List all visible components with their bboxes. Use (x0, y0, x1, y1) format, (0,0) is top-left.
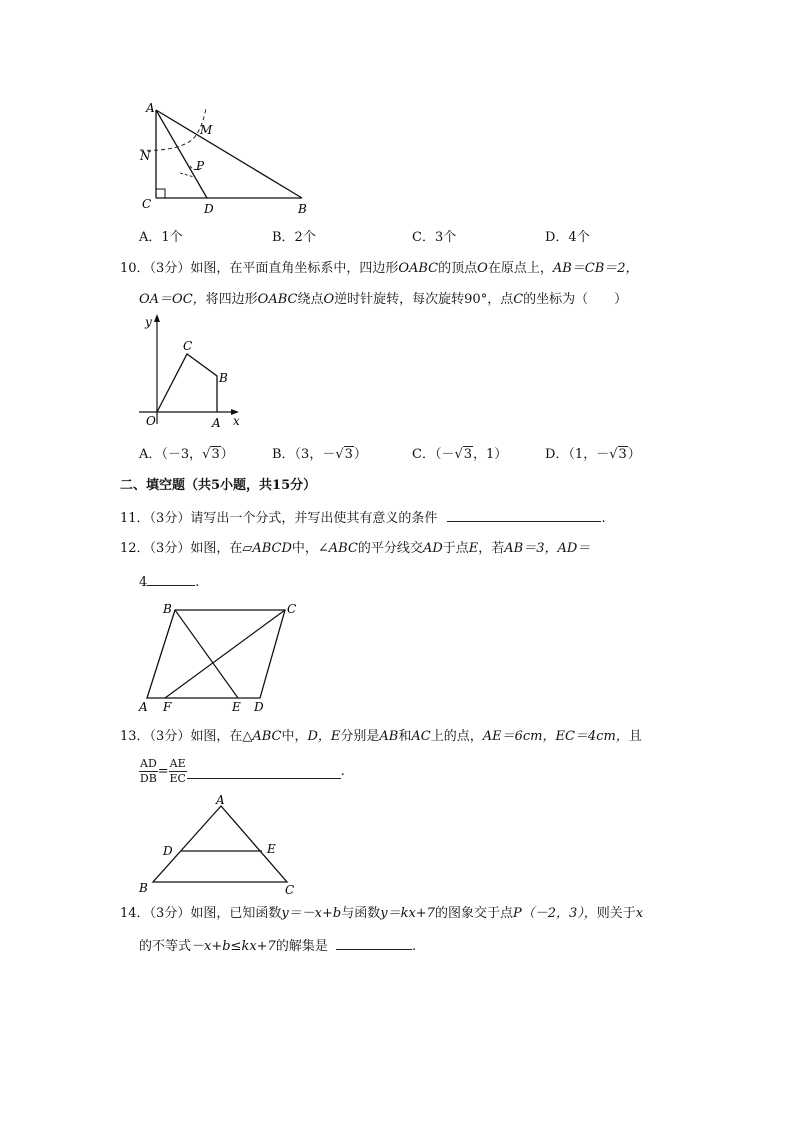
q10-text: 的坐标为（ ） (523, 292, 628, 307)
q14-text: 14．（3分）如图，已知函数 (120, 906, 282, 921)
q11-line (120, 507, 606, 529)
q12-var: AD (422, 541, 443, 556)
label-P: P (196, 159, 205, 173)
label-M: M (200, 123, 213, 137)
q9-option-a: A．1个 (139, 230, 183, 245)
q12-var: ABC (328, 541, 358, 556)
q10-text: 在原点上， (487, 261, 553, 276)
right-angle-mark (156, 189, 165, 198)
answer-blank[interactable] (147, 571, 195, 586)
q10-eq: AB＝CB＝2， (552, 261, 639, 276)
quad-oabc (157, 354, 217, 412)
q12-text: 于点 (442, 541, 469, 556)
label-O: O (146, 414, 156, 428)
sqrt-radicand: 3 (618, 447, 627, 462)
q12-text: 的平分线交 (357, 541, 423, 556)
q13-text: 和 (398, 729, 412, 744)
frac-denominator: EC (169, 772, 186, 785)
sqrt-radicand: 3 (211, 447, 220, 462)
label-B: B (139, 881, 148, 895)
label-C: C (142, 197, 152, 211)
answer-blank[interactable] (336, 935, 412, 950)
seg-BE (175, 610, 238, 698)
q12-var: ABCD (252, 541, 292, 556)
sqrt-sign: √ (202, 447, 211, 462)
fraction-ad-db (139, 757, 158, 786)
q10-var: OABC (257, 292, 298, 307)
label-x: x (233, 414, 240, 428)
q13-eq: EC＝4cm， (555, 729, 629, 744)
frac-denominator: DB (139, 772, 157, 785)
q12-text: 中，∠ (291, 541, 329, 556)
sqrt-radicand: 3 (463, 447, 473, 462)
option-text: B．（3，－ (272, 447, 336, 462)
q10-var: OABC (398, 261, 439, 276)
q10-text: 的顶点 (438, 261, 478, 276)
sqrt-sign: √ (454, 447, 463, 462)
label-A: A (212, 416, 221, 430)
option-text: ，1） (473, 447, 508, 462)
q13-var: ABC (252, 729, 282, 744)
q13-text: 13．（3分）如图，在△ (120, 729, 253, 744)
q10-option-b (272, 445, 367, 465)
q10-figure (135, 312, 250, 430)
q13-line2 (139, 756, 345, 788)
label-A: A (216, 793, 225, 807)
label-E: E (232, 700, 241, 714)
q14-eq: y＝kx+7 (380, 906, 435, 921)
sqrt-sign: √ (335, 447, 344, 462)
q14-text: 则关于 (596, 906, 636, 921)
parallelogram-abcd (147, 610, 285, 698)
q10-var: O (323, 292, 335, 307)
q9-option-c: C．3个 (412, 230, 457, 245)
y-axis-arrow (154, 314, 160, 322)
q13-text: 分别是 (340, 729, 380, 744)
q14-text: 与函数 (341, 906, 381, 921)
q11-end: . (601, 511, 606, 526)
q14-var: x (635, 906, 644, 921)
q12-end: . (195, 575, 200, 590)
q12-value: 4 (139, 575, 148, 590)
label-D: D (204, 202, 214, 216)
q10-var: C (513, 292, 524, 307)
label-B: B (163, 602, 172, 616)
label-A: A (146, 101, 155, 115)
frac-numerator: AD (140, 757, 157, 770)
q13-line1 (120, 727, 642, 747)
equals-sign: = (157, 764, 169, 779)
q10-eq: OA＝OC， (139, 292, 206, 307)
q13-figure (135, 792, 305, 898)
q9-option-b: B．2个 (272, 230, 316, 245)
q14-inequality: －x+b≤kx+7 (191, 939, 276, 954)
sqrt-radicand: 3 (344, 447, 353, 462)
answer-blank[interactable] (447, 507, 601, 522)
label-E: E (267, 842, 276, 856)
label-B: B (298, 202, 307, 216)
q10-line1 (120, 259, 639, 279)
q12-text: 12．（3分）如图，在▱ (120, 541, 253, 556)
q14-end: . (411, 939, 417, 954)
q14-eq: y＝－x+b (281, 906, 342, 921)
q14-line2 (139, 935, 416, 957)
label-C: C (183, 339, 193, 353)
q9-option-d: D．4个 (545, 230, 590, 245)
label-A: A (139, 700, 148, 714)
q12-figure (135, 598, 310, 716)
label-D: D (163, 844, 173, 858)
q14-text: 的不等式 (139, 939, 192, 954)
q10-text: 将四边形 (205, 292, 258, 307)
q10-text: 10．（3分）如图，在平面直角坐标系中，四边形 (120, 261, 399, 276)
q14-text: 的解集是 (275, 939, 328, 954)
label-C: C (285, 883, 295, 897)
option-text: ） (627, 447, 641, 462)
q12-line2 (139, 571, 199, 593)
answer-blank[interactable] (187, 764, 341, 779)
q14-text: 的图象交于点 (434, 906, 513, 921)
option-text: C．（－ (412, 447, 455, 462)
label-B: B (219, 371, 228, 385)
option-text: ） (353, 447, 367, 462)
q14-line1 (120, 904, 643, 924)
frac-numerator: AE (169, 757, 186, 770)
q13-eq: AE＝6cm， (482, 729, 556, 744)
q12-var: E (468, 541, 479, 556)
option-text: D．（1，－ (545, 447, 610, 462)
label-D: D (254, 700, 264, 714)
seg-CF (165, 610, 285, 698)
q12-eq: AD＝ (557, 541, 591, 556)
q10-var: O (477, 261, 488, 276)
q12-line1 (120, 539, 590, 559)
q11-text: 11．（3分）请写出一个分式，并写出使其有意义的条件 (120, 511, 438, 526)
q14-point: P（－2，3）， (512, 906, 597, 921)
q13-end: . (340, 764, 345, 779)
arc-p1 (180, 173, 194, 177)
q10-text: 绕点 (297, 292, 324, 307)
label-N: N (140, 149, 151, 163)
q10-text: 逆时针旋转，每次旋转90°，点 (334, 292, 514, 307)
q9-figure (130, 100, 320, 218)
q13-var: D，E (307, 729, 341, 744)
q13-text: 中， (281, 729, 308, 744)
q10-option-a (139, 445, 234, 465)
label-y: y (145, 315, 152, 329)
q13-text: 上的点， (430, 729, 483, 744)
q12-text: ，若 (478, 541, 505, 556)
sqrt-sign: √ (609, 447, 618, 462)
q13-text: 且 (628, 729, 642, 744)
section-title: 二、填空题（共5小题，共15分） (120, 478, 317, 493)
fraction-ae-ec (169, 757, 187, 786)
option-text: ） (220, 447, 234, 462)
option-text: A．（－3， (139, 447, 203, 462)
seg-AB (156, 110, 302, 198)
q12-eq: AB＝3， (504, 541, 558, 556)
q10-line2 (139, 290, 627, 310)
q10-option-d (545, 445, 641, 465)
q13-var: AB (379, 729, 399, 744)
q10-option-c (412, 445, 507, 465)
q13-var: AC (411, 729, 431, 744)
label-F: F (163, 700, 172, 714)
label-C: C (287, 602, 297, 616)
